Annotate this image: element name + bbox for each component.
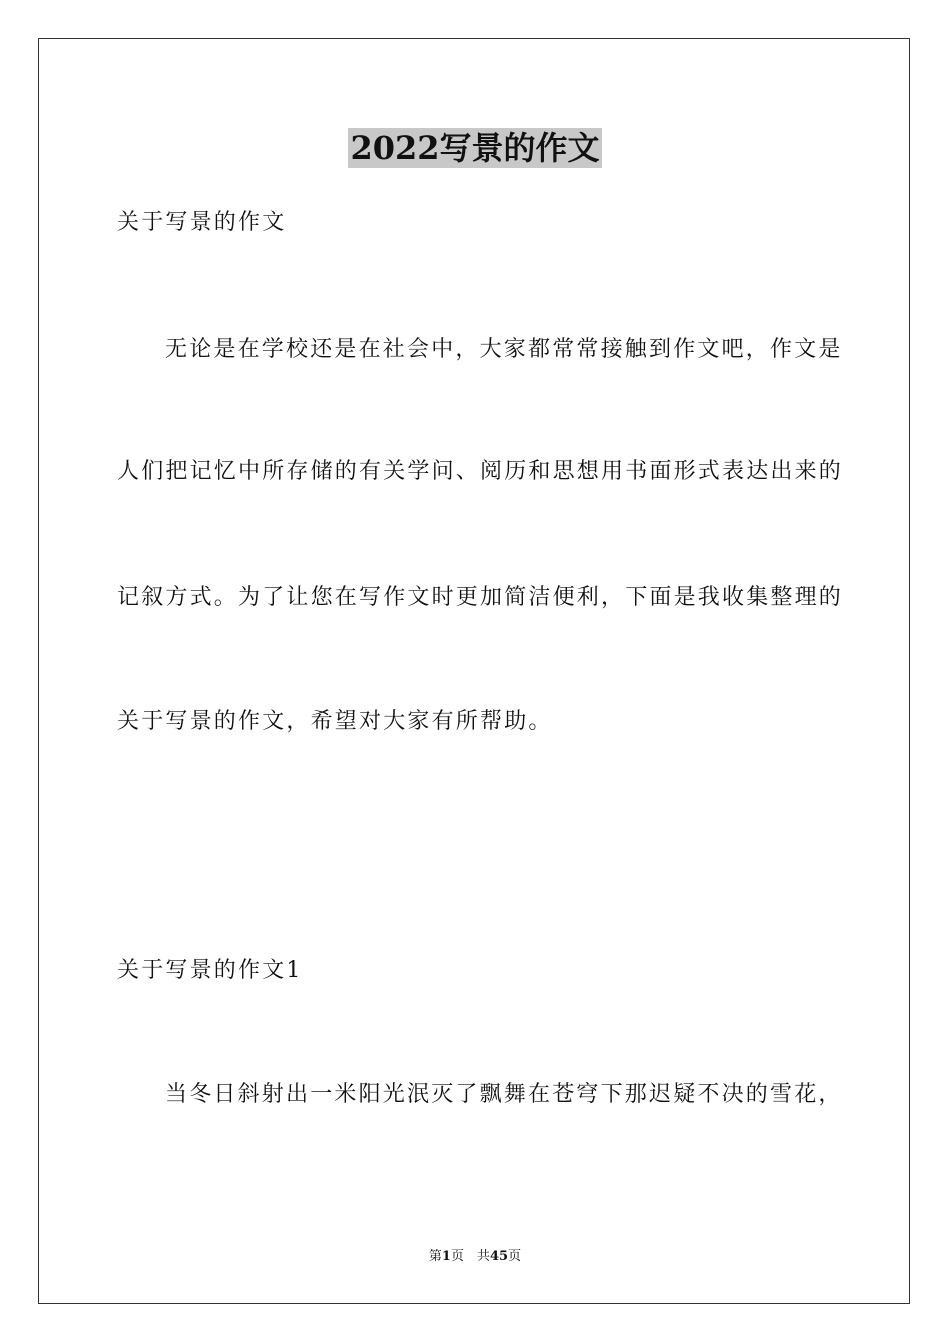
section-heading: 关于写景的作文1	[117, 958, 303, 983]
title-container	[0, 128, 950, 168]
paragraph-line: 关于写景的作文，希望对大家有所帮助。	[117, 709, 553, 734]
footer-suffix: 页	[508, 1249, 522, 1264]
paragraph-line: 当冬日斜射出一米阳光泯灭了飘舞在苍穹下那迟疑不决的雪花，	[165, 1082, 843, 1107]
paragraph-line: 人们把记忆中所存储的有关学问、阅历和思想用书面形式表达出来的	[117, 459, 844, 484]
footer-mid: 页 共	[450, 1249, 490, 1264]
document-heading: 关于写景的作文	[117, 210, 287, 235]
page-footer	[0, 1248, 950, 1266]
footer-prefix: 第	[428, 1249, 442, 1264]
footer-page-number: 1	[441, 1249, 451, 1264]
paragraph-line: 无论是在学校还是在社会中，大家都常常接触到作文吧，作文是	[165, 337, 843, 362]
paragraph-line: 记叙方式。为了让您在写作文时更加简洁便利，下面是我收集整理的	[117, 585, 844, 610]
document-title: 2022写景的作文	[350, 129, 600, 167]
footer-page-total: 45	[489, 1249, 509, 1264]
